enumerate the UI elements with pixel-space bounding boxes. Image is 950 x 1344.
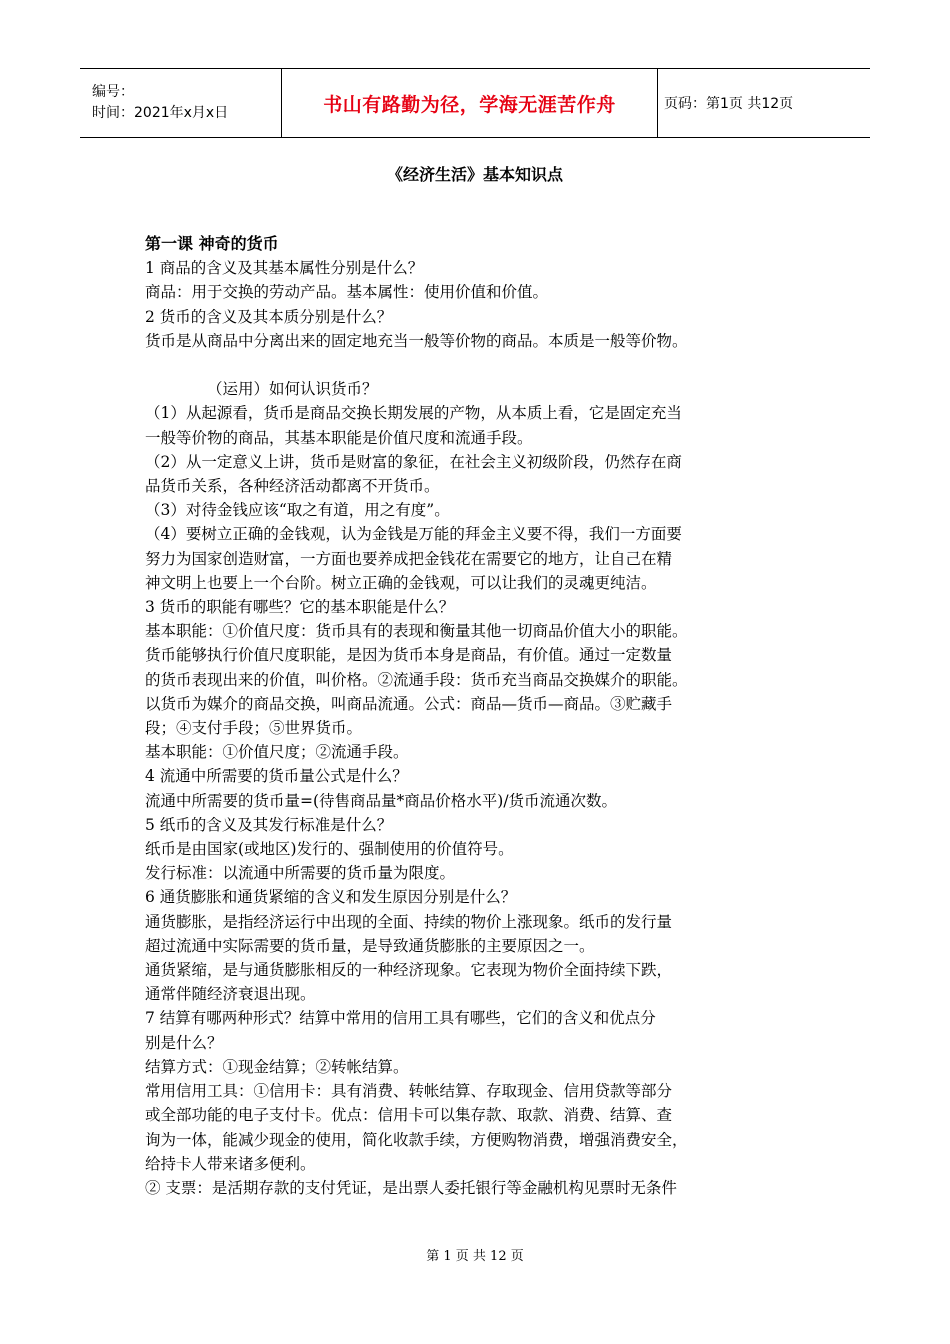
body-line: 段；④支付手段；⑤世界货币。 bbox=[145, 719, 363, 738]
body-line: 基本职能：①价值尺度：货币具有的表现和衡量其他一切商品价值大小的职能。 bbox=[145, 622, 688, 641]
body-line: 发行标准：以流通中所需要的货币量为限度。 bbox=[145, 864, 456, 883]
page-footer: 第 1 页 共 12 页 bbox=[426, 1249, 524, 1264]
body-line: 纸币是由国家(或地区)发行的、强制使用的价值符号。 bbox=[145, 840, 514, 859]
body-line: （1）从起源看，货币是商品交换长期发展的产物，从本质上看，它是固定充当 bbox=[145, 404, 682, 423]
body-line: 7 结算有哪两种形式？结算中常用的信用工具有哪些，它们的含义和优点分 bbox=[145, 1009, 656, 1028]
body-line: 超过流通中实际需要的货币量，是导致通货膨胀的主要原因之一。 bbox=[145, 936, 595, 955]
body-line: 给持卡人带来诸多便利。 bbox=[145, 1154, 316, 1173]
lesson-heading: 第一课 神奇的货币 bbox=[145, 234, 279, 253]
body-line: 4 流通中所需要的货币量公式是什么？ bbox=[145, 767, 408, 786]
time-label: 时间：2021年x月x日 bbox=[92, 105, 229, 121]
body-line: 通货膨胀，是指经济运行中出现的全面、持续的物价上涨现象。纸币的发行量 bbox=[145, 912, 673, 931]
blank-line bbox=[145, 353, 825, 377]
body-line: 结算方式：①现金结算；②转帐结算。 bbox=[145, 1057, 409, 1076]
body-line: 2 货币的含义及其本质分别是什么？ bbox=[145, 307, 393, 326]
body-line: 基本职能：①价值尺度；②流通手段。 bbox=[145, 743, 409, 762]
body-line: 努力为国家创造财富，一方面也要养成把金钱花在需要它的地方，让自己在精 bbox=[145, 549, 673, 568]
body-line: 商品：用于交换的劳动产品。基本属性：使用价值和价值。 bbox=[145, 283, 549, 302]
body-line: 品货币关系，各种经济活动都离不开货币。 bbox=[145, 477, 440, 496]
body-line: （3）对待金钱应该“取之有道，用之有度”。 bbox=[145, 501, 450, 520]
document-body bbox=[145, 232, 825, 1200]
body-line: 的货币表现出来的价值，叫价格。②流通手段：货币充当商品交换媒介的职能。 bbox=[145, 670, 688, 689]
body-line: 货币是从商品中分离出来的固定地充当一般等价物的商品。本质是一般等价物。 bbox=[145, 331, 688, 350]
header-info-cell bbox=[80, 69, 282, 137]
body-line: （运用）如何认识货币？ bbox=[207, 380, 378, 399]
body-line: 货币能够执行价值尺度职能，是因为货币本身是商品，有价值。通过一定数量 bbox=[145, 646, 673, 665]
header-page-info: 页码：第1页 共12页 bbox=[664, 96, 794, 112]
body-line: 流通中所需要的货币量=(待售商品量*商品价格水平)/货币流通次数。 bbox=[145, 791, 618, 810]
body-line: 5 纸币的含义及其发行标准是什么？ bbox=[145, 815, 393, 834]
number-label: 编号： bbox=[92, 84, 134, 100]
body-line: （4）要树立正确的金钱观，认为金钱是万能的拜金主义要不得，我们一方面要 bbox=[145, 525, 682, 544]
body-line: 常用信用工具：①信用卡：具有消费、转帐结算、存取现金、信用贷款等部分 bbox=[145, 1082, 673, 1101]
body-line: （2）从一定意义上讲，货币是财富的象征，在社会主义初级阶段，仍然存在商 bbox=[145, 452, 682, 471]
body-line: 以货币为媒介的商品交换，叫商品流通。公式：商品—货币—商品。③贮藏手 bbox=[145, 694, 673, 713]
header-motto: 书山有路勤为径，学海无涯苦作舟 bbox=[282, 69, 658, 137]
document-header bbox=[80, 68, 870, 138]
body-line: 或全部功能的电子支付卡。优点：信用卡可以集存款、取款、消费、结算、查 bbox=[145, 1106, 673, 1125]
body-line: 3 货币的职能有哪些？它的基本职能是什么？ bbox=[145, 598, 455, 617]
body-line: 询为一体，能减少现金的使用，简化收款手续，方便购物消费，增强消费安全， bbox=[145, 1130, 688, 1149]
body-line: 1 商品的含义及其基本属性分别是什么？ bbox=[145, 259, 424, 278]
document-title: 《经济生活》基本知识点 bbox=[386, 165, 563, 184]
body-line: ② 支票：是活期存款的支付凭证，是出票人委托银行等金融机构见票时无条件 bbox=[145, 1178, 677, 1197]
body-line: 通常伴随经济衰退出现。 bbox=[145, 985, 316, 1004]
body-line: 一般等价物的商品，其基本职能是价值尺度和流通手段。 bbox=[145, 428, 533, 447]
body-line: 神文明上也要上一个台阶。树立正确的金钱观，可以让我们的灵魂更纯洁。 bbox=[145, 573, 657, 592]
body-line: 别是什么？ bbox=[145, 1033, 223, 1052]
body-line: 通货紧缩，是与通货膨胀相反的一种经济现象。它表现为物价全面持续下跌， bbox=[145, 961, 673, 980]
body-line: 6 通货膨胀和通货紧缩的含义和发生原因分别是什么？ bbox=[145, 888, 517, 907]
